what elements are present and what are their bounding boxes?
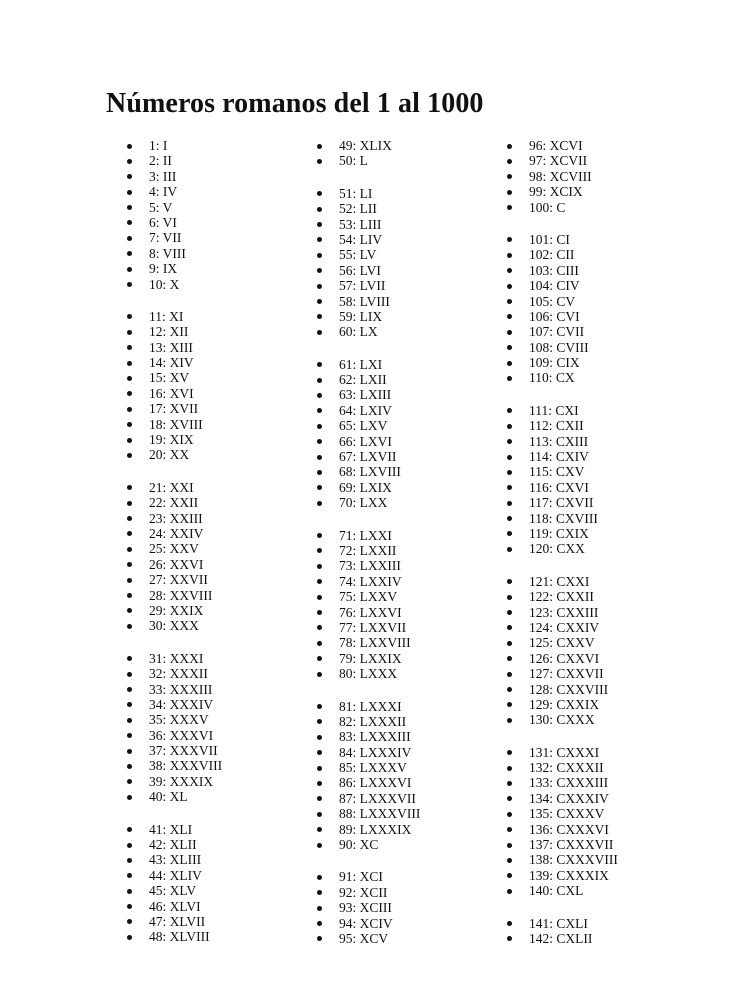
numeral-list-item: 73: LXXIII: [314, 558, 420, 573]
numeral-group: [124, 480, 222, 634]
numeral-group: [504, 138, 618, 215]
numeral-list-item: 3: III: [124, 169, 222, 184]
numeral-list-item: 42: XLII: [124, 837, 222, 852]
numeral-list-item: 69: LXIX: [314, 480, 420, 495]
numeral-list-item: 25: XXV: [124, 541, 222, 556]
numeral-list-item: 84: LXXXIV: [314, 745, 420, 760]
numeral-list-item: 37: XXXVII: [124, 743, 222, 758]
column-1: [124, 138, 222, 962]
numeral-list-item: 121: CXXI: [504, 574, 618, 589]
numeral-list-item: 34: XXXIV: [124, 697, 222, 712]
numeral-list-item: 129: CXXIX: [504, 697, 618, 712]
numeral-list-item: 48: XLVIII: [124, 929, 222, 944]
numeral-list-item: 112: CXII: [504, 418, 618, 433]
numeral-list-item: 2: II: [124, 153, 222, 168]
numeral-list-item: 38: XXXVIII: [124, 758, 222, 773]
numeral-list-item: 61: LXI: [314, 357, 420, 372]
numeral-list-item: 10: X: [124, 277, 222, 292]
numeral-list-item: 54: LIV: [314, 232, 420, 247]
numeral-list-item: 125: CXXV: [504, 635, 618, 650]
numeral-group: [504, 745, 618, 899]
numeral-group: [504, 232, 618, 386]
numeral-list-item: 67: LXVII: [314, 449, 420, 464]
numeral-list-item: 100: C: [504, 200, 618, 215]
numeral-list-item: 103: CIII: [504, 263, 618, 278]
numeral-list-item: 96: XCVI: [504, 138, 618, 153]
numeral-group: [504, 403, 618, 557]
numeral-list-item: 21: XXI: [124, 480, 222, 495]
numeral-list-item: 107: CVII: [504, 324, 618, 339]
numeral-list-item: 14: XIV: [124, 355, 222, 370]
numeral-list-item: 57: LVII: [314, 278, 420, 293]
numeral-list-item: 7: VII: [124, 230, 222, 245]
numeral-list-item: 55: LV: [314, 247, 420, 262]
numeral-list-item: 128: CXXVIII: [504, 682, 618, 697]
numeral-list-item: 124: CXXIV: [504, 620, 618, 635]
numeral-group: [314, 528, 420, 682]
numeral-list-item: 33: XXXIII: [124, 682, 222, 697]
numeral-list-item: 49: XLIX: [314, 138, 420, 153]
numeral-list-item: 40: XL: [124, 789, 222, 804]
numeral-list-item: 118: CXVIII: [504, 511, 618, 526]
numeral-list-item: 64: LXIV: [314, 403, 420, 418]
numeral-list-item: 6: VI: [124, 215, 222, 230]
numeral-list-item: 51: LI: [314, 186, 420, 201]
numeral-list-item: 110: CX: [504, 370, 618, 385]
numeral-list-item: 53: LIII: [314, 217, 420, 232]
numeral-list-item: 133: CXXXIII: [504, 775, 618, 790]
numeral-list-item: 8: VIII: [124, 246, 222, 261]
numeral-list-item: 137: CXXXVII: [504, 837, 618, 852]
numeral-list-item: 4: IV: [124, 184, 222, 199]
numeral-list-item: 79: LXXIX: [314, 651, 420, 666]
numeral-list-item: 39: XXXIX: [124, 774, 222, 789]
numeral-list-item: 114: CXIV: [504, 449, 618, 464]
numeral-list-item: 132: CXXXII: [504, 760, 618, 775]
numeral-list-item: 117: CXVII: [504, 495, 618, 510]
numeral-list-item: 104: CIV: [504, 278, 618, 293]
numeral-list-item: 22: XXII: [124, 495, 222, 510]
column-3: [504, 138, 618, 963]
numeral-list-item: 19: XIX: [124, 432, 222, 447]
numeral-list-item: 131: CXXXI: [504, 745, 618, 760]
numeral-list-item: 66: LXVI: [314, 434, 420, 449]
numeral-list-item: 26: XXVI: [124, 557, 222, 572]
numeral-list-item: 17: XVII: [124, 401, 222, 416]
numeral-group: [314, 357, 420, 511]
numeral-list-item: 56: LVI: [314, 263, 420, 278]
numeral-list-item: 71: LXXI: [314, 528, 420, 543]
numeral-list-item: 65: LXV: [314, 418, 420, 433]
numeral-list-item: 29: XXIX: [124, 603, 222, 618]
numeral-list-item: 60: LX: [314, 324, 420, 339]
numeral-list-item: 43: XLIII: [124, 852, 222, 867]
numeral-list-item: 95: XCV: [314, 931, 420, 946]
numeral-list-item: 94: XCIV: [314, 916, 420, 931]
numeral-list-item: 1: I: [124, 138, 222, 153]
numeral-list-item: 126: CXXVI: [504, 651, 618, 666]
numeral-list-item: 35: XXXV: [124, 712, 222, 727]
numeral-list-item: 23: XXIII: [124, 511, 222, 526]
numeral-list-item: 24: XXIV: [124, 526, 222, 541]
column-2: [314, 138, 420, 963]
numeral-list-item: 44: XLIV: [124, 868, 222, 883]
numeral-list-item: 92: XCII: [314, 885, 420, 900]
numeral-list-item: 9: IX: [124, 261, 222, 276]
numeral-list-item: 27: XXVII: [124, 572, 222, 587]
numeral-list-item: 130: CXXX: [504, 712, 618, 727]
numeral-list-item: 80: LXXX: [314, 666, 420, 681]
numeral-list-item: 98: XCVIII: [504, 169, 618, 184]
numeral-list-item: 86: LXXXVI: [314, 775, 420, 790]
numeral-list-item: 47: XLVII: [124, 914, 222, 929]
numeral-list-item: 97: XCVII: [504, 153, 618, 168]
numeral-list-item: 81: LXXXI: [314, 699, 420, 714]
numeral-list-item: 31: XXXI: [124, 651, 222, 666]
numeral-group: [314, 699, 420, 853]
numeral-list-item: 138: CXXXVIII: [504, 852, 618, 867]
numeral-list-item: 85: LXXXV: [314, 760, 420, 775]
numeral-list-item: 75: LXXV: [314, 589, 420, 604]
numeral-list-item: 63: LXIII: [314, 387, 420, 402]
numeral-list-item: 13: XIII: [124, 340, 222, 355]
numeral-list-item: 136: CXXXVI: [504, 822, 618, 837]
numeral-list-item: 76: LXXVI: [314, 605, 420, 620]
numeral-list-item: 99: XCIX: [504, 184, 618, 199]
numeral-list-item: 142: CXLII: [504, 931, 618, 946]
numeral-list-item: 74: LXXIV: [314, 574, 420, 589]
numeral-list-item: 45: XLV: [124, 883, 222, 898]
numeral-group: [124, 651, 222, 805]
numeral-group: [124, 309, 222, 463]
numeral-list-item: 88: LXXXVIII: [314, 806, 420, 821]
numeral-list-item: 135: CXXXV: [504, 806, 618, 821]
numeral-list-item: 5: V: [124, 200, 222, 215]
numeral-group: [314, 869, 420, 946]
numeral-list-item: 139: CXXXIX: [504, 868, 618, 883]
numeral-list-item: 116: CXVI: [504, 480, 618, 495]
numeral-list-item: 102: CII: [504, 247, 618, 262]
numeral-list-item: 32: XXXII: [124, 666, 222, 681]
numeral-list-item: 89: LXXXIX: [314, 822, 420, 837]
numeral-list-item: 77: LXXVII: [314, 620, 420, 635]
numeral-list-item: 105: CV: [504, 294, 618, 309]
numeral-list-item: 59: LIX: [314, 309, 420, 324]
numeral-list-item: 106: CVI: [504, 309, 618, 324]
numeral-group: [124, 138, 222, 292]
numeral-list-item: 12: XII: [124, 324, 222, 339]
numeral-list-item: 111: CXI: [504, 403, 618, 418]
numeral-list-item: 87: LXXXVII: [314, 791, 420, 806]
numeral-list-item: 15: XV: [124, 370, 222, 385]
numeral-list-item: 108: CVIII: [504, 340, 618, 355]
numeral-list-item: 62: LXII: [314, 372, 420, 387]
numeral-list-item: 30: XXX: [124, 618, 222, 633]
numeral-list-item: 50: L: [314, 153, 420, 168]
numeral-list-item: 72: LXXII: [314, 543, 420, 558]
numeral-list-item: 113: CXIII: [504, 434, 618, 449]
numeral-group: [504, 916, 618, 947]
numeral-list-item: 18: XVIII: [124, 417, 222, 432]
numeral-list-item: 115: CXV: [504, 464, 618, 479]
numeral-list-item: 46: XLVI: [124, 899, 222, 914]
numeral-list-item: 82: LXXXII: [314, 714, 420, 729]
numeral-list-item: 68: LXVIII: [314, 464, 420, 479]
numeral-list-item: 41: XLI: [124, 822, 222, 837]
numeral-list-item: 36: XXXVI: [124, 728, 222, 743]
numeral-group: [124, 822, 222, 945]
numeral-list-item: 119: CXIX: [504, 526, 618, 541]
numeral-list-item: 123: CXXIII: [504, 605, 618, 620]
numeral-list-item: 134: CXXXIV: [504, 791, 618, 806]
numeral-list-item: 78: LXXVIII: [314, 635, 420, 650]
numeral-list-item: 93: XCIII: [314, 900, 420, 915]
numeral-list-item: 127: CXXVII: [504, 666, 618, 681]
numeral-list-item: 91: XCI: [314, 869, 420, 884]
numeral-group: [314, 138, 420, 169]
numeral-group: [504, 574, 618, 728]
numeral-list-item: 140: CXL: [504, 883, 618, 898]
numeral-list-item: 90: XC: [314, 837, 420, 852]
numeral-list-item: 101: CI: [504, 232, 618, 247]
numeral-list-item: 70: LXX: [314, 495, 420, 510]
numeral-list-item: 52: LII: [314, 201, 420, 216]
numeral-list-item: 122: CXXII: [504, 589, 618, 604]
numeral-list-item: 141: CXLI: [504, 916, 618, 931]
numeral-group: [314, 186, 420, 340]
numeral-list-item: 20: XX: [124, 447, 222, 462]
numeral-list-item: 16: XVI: [124, 386, 222, 401]
numeral-list-item: 28: XXVIII: [124, 588, 222, 603]
numeral-list-item: 11: XI: [124, 309, 222, 324]
numeral-list-item: 83: LXXXIII: [314, 729, 420, 744]
numeral-list-item: 120: CXX: [504, 541, 618, 556]
numeral-list-item: 109: CIX: [504, 355, 618, 370]
numeral-list-item: 58: LVIII: [314, 294, 420, 309]
page-title: Números romanos del 1 al 1000: [106, 88, 484, 119]
